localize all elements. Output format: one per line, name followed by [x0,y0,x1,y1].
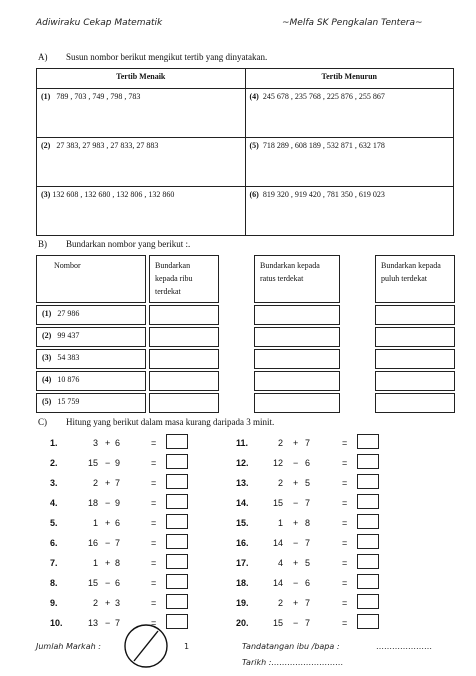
operator: − [293,458,299,468]
math-question [50,476,210,494]
math-question [236,436,396,454]
head-round-hundred [254,255,340,303]
operand-b: 7 [304,538,310,548]
question-number: 12. [236,458,249,468]
item-number: (4) [42,375,52,384]
math-question [236,556,396,574]
item-number: (1) [41,92,51,101]
equals-sign: = [151,598,157,608]
answer-box[interactable] [166,454,188,469]
item-numbers: 27 383, 27 983 , 27 833, 27 883 [56,141,159,150]
question-number: 5. [50,518,58,528]
col-ascending-header: Tertib Menaik [37,69,246,89]
operand-b: 7 [114,478,120,488]
operator: − [105,578,111,588]
answer-ten-box[interactable] [375,393,455,413]
round-value: 27 986 [57,309,80,318]
operand-a: 3 [92,438,98,448]
operand-b: 9 [114,498,120,508]
head-round-thousand [149,255,219,303]
answer-thousand-box[interactable] [149,349,219,369]
table-row [37,138,454,187]
question-number: 19. [236,598,249,608]
answer-thousand-box[interactable] [149,393,219,413]
round-value: 99 437 [57,331,80,340]
operator: + [105,438,111,448]
answer-thousand-box[interactable] [149,327,219,347]
signature-label: Tandatangan ibu /bapa : [242,642,340,651]
ascending-cell[interactable] [37,138,246,187]
equals-sign: = [342,498,348,508]
math-question [236,456,396,474]
operand-a: 13 [87,618,98,628]
round-value: 10 876 [57,375,80,384]
equals-sign: = [151,438,157,448]
math-question [236,476,396,494]
math-question [236,496,396,514]
equals-sign: = [342,518,348,528]
section-b-letter: B) [38,239,47,249]
answer-box[interactable] [357,574,379,589]
math-question [50,496,210,514]
math-question [50,536,210,554]
operator: + [293,598,299,608]
item-number: (3) [42,353,52,362]
operand-b: 7 [304,498,310,508]
table-row [37,89,454,138]
equals-sign: = [342,578,348,588]
equals-sign: = [151,558,157,568]
head-round-ten [375,255,455,303]
operator: + [293,478,299,488]
answer-box[interactable] [166,514,188,529]
number-cell [36,371,146,391]
equals-sign: = [342,618,348,628]
math-question [50,576,210,594]
operator: + [105,598,111,608]
head-number-label: Nombor [54,261,81,270]
equals-sign: = [151,498,157,508]
item-numbers: 789 , 703 , 749 , 798 , 783 [56,92,141,101]
operand-a: 1 [277,518,283,528]
ascending-cell[interactable] [37,89,246,138]
equals-sign: = [151,478,157,488]
ordering-table [36,68,454,236]
answer-box[interactable] [166,474,188,489]
round-value: 54 383 [57,353,80,362]
operand-a: 12 [272,458,283,468]
answer-box[interactable] [166,534,188,549]
answer-box[interactable] [357,474,379,489]
equals-sign: = [342,558,348,568]
item-number: (3) [41,190,51,199]
operator: − [293,618,299,628]
answer-box[interactable] [357,514,379,529]
operand-b: 7 [304,438,310,448]
question-number: 2. [50,458,58,468]
operator: + [105,478,111,488]
operand-b: 8 [304,518,310,528]
equals-sign: = [151,518,157,528]
number-cell [36,327,146,347]
col-descending-header: Tertib Menurun [245,69,454,89]
operand-a: 2 [92,598,98,608]
item-numbers: 718 289 , 608 189 , 532 871 , 632 178 [262,141,385,150]
operand-a: 14 [272,578,283,588]
question-number: 1. [50,438,58,448]
ascending-cell[interactable] [37,187,246,236]
date-label[interactable]: Tarikh :……………………… [242,658,344,667]
question-number: 11. [236,438,249,448]
answer-box[interactable] [166,494,188,509]
operand-a: 15 [87,458,98,468]
question-number: 7. [50,558,58,568]
math-question [50,456,210,474]
question-number: 14. [236,498,249,508]
header-right: ~Melfa SK Pengkalan Tentera~ [282,18,423,28]
answer-hundred-box[interactable] [254,371,340,391]
math-question [236,536,396,554]
marks-label: Jumlah Markah : [36,642,101,651]
answer-box[interactable] [357,534,379,549]
table-row [37,187,454,236]
equals-sign: = [151,578,157,588]
item-number: (4) [249,92,259,101]
answer-hundred-box[interactable] [254,305,340,325]
answer-hundred-box[interactable] [254,393,340,413]
operand-b: 5 [304,558,310,568]
operand-b: 6 [304,578,310,588]
operand-b: 7 [114,538,120,548]
operand-b: 8 [114,558,120,568]
math-question [236,576,396,594]
section-a-letter: A) [38,52,48,62]
equals-sign: = [342,538,348,548]
header-left: Adiwiraku Cekap Matematik [36,18,163,28]
item-numbers: 132 608 , 132 680 , 132 806 , 132 860 [52,190,175,199]
operator: − [293,578,299,588]
math-question [236,616,396,634]
operand-a: 4 [277,558,283,568]
operand-a: 15 [87,578,98,588]
operand-b: 7 [304,618,310,628]
question-number: 3. [50,478,58,488]
descending-cell[interactable] [245,187,454,236]
answer-box[interactable] [166,554,188,569]
answer-box[interactable] [357,434,379,449]
answer-hundred-box[interactable] [254,349,340,369]
answer-box[interactable] [357,494,379,509]
operand-a: 2 [277,438,283,448]
section-b-instruction: Bundarkan nombor yang berikut :. [66,239,191,249]
equals-sign: = [342,478,348,488]
operator: − [105,498,111,508]
answer-box[interactable] [357,614,379,629]
item-number: (1) [42,309,52,318]
operand-a: 2 [92,478,98,488]
operand-b: 6 [114,518,120,528]
operand-a: 14 [272,538,283,548]
head-number [36,255,146,303]
operand-a: 18 [87,498,98,508]
answer-box[interactable] [166,574,188,589]
math-question [50,556,210,574]
operand-b: 3 [114,598,120,608]
operator: − [105,458,111,468]
equals-sign: = [342,598,348,608]
marks-circle-icon [122,622,170,670]
item-number: (2) [41,141,51,150]
operand-a: 1 [92,558,98,568]
answer-thousand-box[interactable] [149,305,219,325]
question-number: 4. [50,498,58,508]
answer-box[interactable] [166,594,188,609]
head-round-hundred-label: Bundarkan kepada ratus terdekat [260,261,320,283]
equals-sign: = [151,458,157,468]
answer-ten-box[interactable] [375,327,455,347]
math-question [236,596,396,614]
question-number: 9. [50,598,58,608]
question-number: 18. [236,578,249,588]
operand-b: 7 [304,598,310,608]
item-number: (5) [42,397,52,406]
section-c-letter: C) [38,417,47,427]
operator: + [105,518,111,528]
answer-ten-box[interactable] [375,349,455,369]
operand-a: 1 [92,518,98,528]
item-numbers: 819 320 , 919 420 , 781 350 , 619 023 [262,190,385,199]
question-number: 10. [50,618,63,628]
operand-b: 6 [304,458,310,468]
math-question [50,516,210,534]
item-number: (6) [249,190,259,199]
operand-a: 16 [87,538,98,548]
operator: + [293,518,299,528]
math-question [50,436,210,454]
equals-sign: = [151,618,157,628]
operator: + [293,558,299,568]
operand-b: 9 [114,458,120,468]
question-number: 13. [236,478,249,488]
equals-sign: = [342,438,348,448]
operand-b: 5 [304,478,310,488]
answer-thousand-box[interactable] [149,371,219,391]
math-question [50,596,210,614]
operand-b: 6 [114,578,120,588]
answer-box[interactable] [357,454,379,469]
number-cell [36,393,146,413]
equals-sign: = [342,458,348,468]
question-number: 17. [236,558,249,568]
number-cell [36,349,146,369]
item-number: (2) [42,331,52,340]
operator: − [105,618,111,628]
operator: − [293,498,299,508]
answer-box[interactable] [357,554,379,569]
head-round-thousand-label: Bundarkan kepada ribu terdekat [155,261,193,296]
answer-ten-box[interactable] [375,305,455,325]
question-number: 6. [50,538,58,548]
operand-a: 15 [272,618,283,628]
descending-cell[interactable] [245,89,454,138]
question-number: 16. [236,538,249,548]
head-round-ten-label: Bundarkan kepada puluh terdekat [381,261,441,283]
equals-sign: = [151,538,157,548]
operand-b: 7 [114,618,120,628]
answer-box[interactable] [357,594,379,609]
operand-b: 6 [114,438,120,448]
answer-ten-box[interactable] [375,371,455,391]
operand-a: 2 [277,598,283,608]
operator: − [293,538,299,548]
signature-line[interactable]: ………………… [376,642,432,651]
marks-denominator: 1 [184,642,190,651]
question-number: 20. [236,618,249,628]
operator: − [105,538,111,548]
operand-a: 15 [272,498,283,508]
math-question [236,516,396,534]
answer-hundred-box[interactable] [254,327,340,347]
descending-cell[interactable] [245,138,454,187]
question-number: 8. [50,578,58,588]
number-cell [36,305,146,325]
operator: + [293,438,299,448]
item-numbers: 245 678 , 235 768 , 225 876 , 255 867 [262,92,385,101]
round-value: 15 759 [57,397,80,406]
section-a-instruction: Susun nombor berikut mengikut tertib yang dinyatakan. [66,52,268,62]
section-c-instruction: Hitung yang berikut dalam masa kurang daripada 3 minit. [66,417,275,427]
question-number: 15. [236,518,249,528]
operator: + [105,558,111,568]
item-number: (5) [249,141,259,150]
answer-box[interactable] [166,434,188,449]
operand-a: 2 [277,478,283,488]
